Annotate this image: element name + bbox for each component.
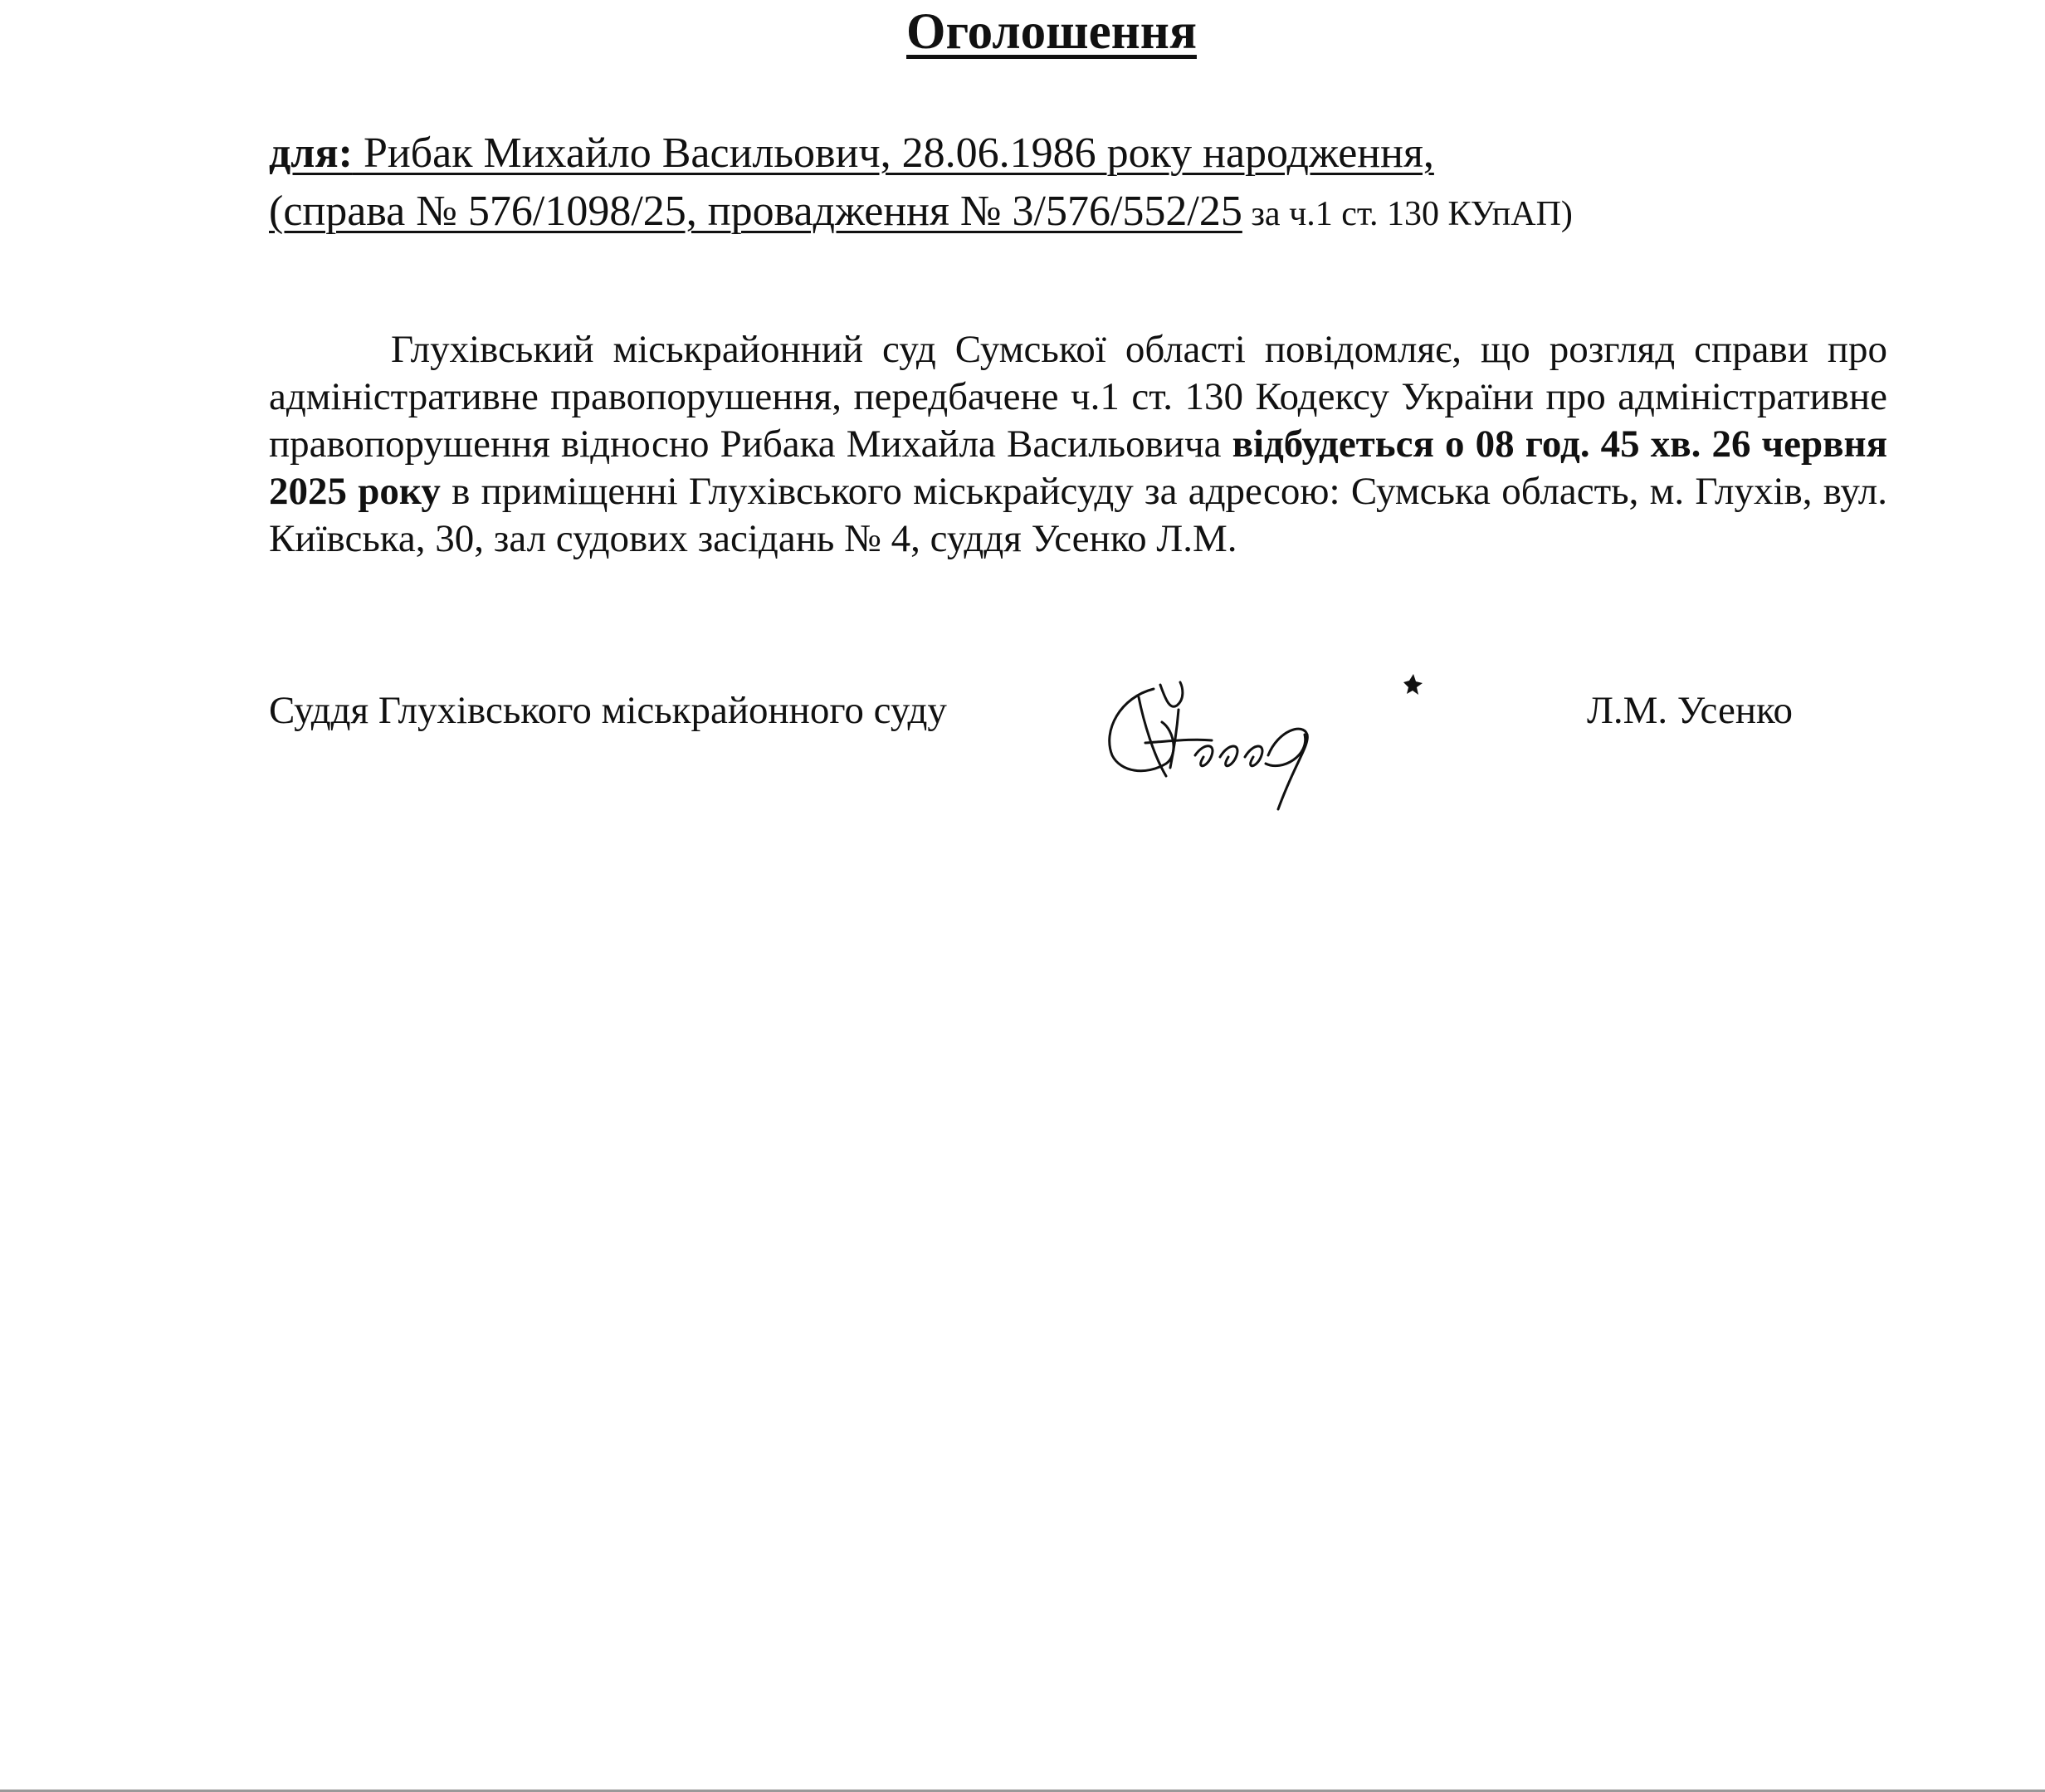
- page-title: [0, 4, 2045, 60]
- case-reference: (справа № 576/1098/25, провадження № 3/576/552/25: [269, 188, 1242, 235]
- hearing-datetime: відбудеться о 08 год. 45 хв. 26 червня 2025 року: [269, 422, 1888, 513]
- judge-name: Л.М. Усенко: [1587, 689, 1793, 732]
- addressee-person-text: Рибак Михайло Васильович, 28.06.1986 року народження,: [352, 129, 1434, 177]
- addressee-person: [269, 129, 1434, 177]
- addressee-block: [269, 125, 1929, 243]
- addressee-line-person: [269, 125, 1929, 183]
- addressee-prefix: для:: [269, 129, 353, 177]
- title-text: Оголошення: [906, 4, 1197, 60]
- case-article: за ч.1 ст. 130 КУпАП): [1242, 195, 1573, 233]
- judge-position: Суддя Глухівського міськрайонного суду: [269, 689, 947, 732]
- addressee-line-case: [269, 183, 1929, 243]
- handwritten-signature: [1087, 664, 1436, 830]
- notice-text-part1: Глухівський міськрайонний суд Сумської області повідомляє, що розгляд справи про адміністративне правопорушення, передбачене ч.1 ст. 130 Кодексу України про адміністративне правопорушення відносно Рибака Михайла Васильовича: [269, 328, 1887, 466]
- notice-text-part2: в приміщенні Глухівського міськрайсуду за адресою: Сумська область, м. Глухів, вул. Київська, 30, зал судових засідань № 4, суддя Усенко Л.М.: [269, 470, 1887, 560]
- notice-paragraph: [269, 326, 1887, 563]
